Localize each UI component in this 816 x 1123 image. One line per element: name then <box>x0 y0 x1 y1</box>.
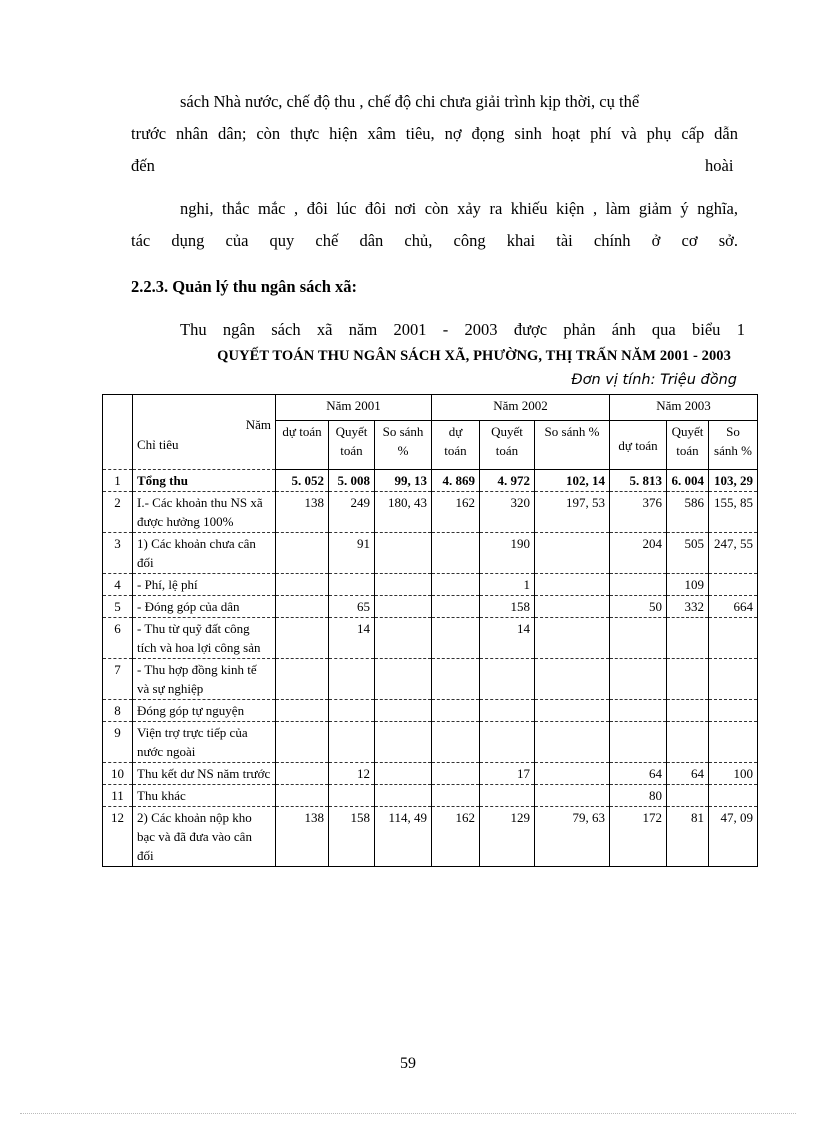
table-row <box>103 763 758 785</box>
row-stt: 7 <box>103 659 133 700</box>
cell-a1 <box>276 785 329 807</box>
table-header-row-1 <box>103 395 758 421</box>
table-row <box>103 659 758 700</box>
cell-c3: 100 <box>709 763 758 785</box>
cell-a2: 4. 869 <box>432 470 480 492</box>
cell-c2: 197, 53 <box>535 492 610 533</box>
row-label: Đóng góp tự nguyện <box>133 700 276 722</box>
row-stt: 6 <box>103 618 133 659</box>
cell-c3: 155, 85 <box>709 492 758 533</box>
cell-a3 <box>610 659 667 700</box>
paragraph-line-3b: hoài <box>705 156 734 175</box>
row-stt: 3 <box>103 533 133 574</box>
cell-c3: 47, 09 <box>709 807 758 867</box>
table-title: QUYẾT TOÁN THU NGÂN SÁCH XÃ, PHƯỜNG, THỊ TRẤN NĂM 2001 - 2003 <box>217 348 731 364</box>
cell-c3 <box>709 618 758 659</box>
page-bottom-rule <box>20 1113 796 1114</box>
page-number: 59 <box>400 1055 416 1072</box>
cell-a3: 5. 813 <box>610 470 667 492</box>
table-row <box>103 574 758 596</box>
cell-c3: 247, 55 <box>709 533 758 574</box>
cell-b2 <box>480 659 535 700</box>
header-du-toan-2003: dự toán <box>610 421 667 470</box>
cell-b1: 249 <box>329 492 375 533</box>
row-stt: 8 <box>103 700 133 722</box>
row-stt: 12 <box>103 807 133 867</box>
header-nam-label: Năm <box>245 417 271 432</box>
cell-b3: 6. 004 <box>667 470 709 492</box>
cell-b2: 320 <box>480 492 535 533</box>
cell-a3: 204 <box>610 533 667 574</box>
row-stt: 11 <box>103 785 133 807</box>
table-row <box>103 722 758 763</box>
cell-a1 <box>276 618 329 659</box>
header-chi-tieu-label: Chỉ tiêu <box>137 437 179 452</box>
cell-c2 <box>535 722 610 763</box>
cell-b1: 14 <box>329 618 375 659</box>
row-label: - Thu hợp đồng kinh tế và sự nghiệp <box>133 659 276 700</box>
cell-a3: 172 <box>610 807 667 867</box>
cell-a3: 64 <box>610 763 667 785</box>
table-row <box>103 596 758 618</box>
row-label: - Đóng góp của dân <box>133 596 276 618</box>
cell-a2: 162 <box>432 492 480 533</box>
row-stt: 5 <box>103 596 133 618</box>
cell-b2: 14 <box>480 618 535 659</box>
cell-a1 <box>276 722 329 763</box>
row-stt: 4 <box>103 574 133 596</box>
table-row <box>103 618 758 659</box>
cell-c1 <box>375 659 432 700</box>
cell-a3: 50 <box>610 596 667 618</box>
table-row <box>103 807 758 867</box>
row-stt: 1 <box>103 470 133 492</box>
row-label: Thu kết dư NS năm trước <box>133 763 276 785</box>
row-label: Tổng thu <box>133 470 276 492</box>
header-stt <box>103 395 133 470</box>
cell-b3 <box>667 722 709 763</box>
cell-b2: 158 <box>480 596 535 618</box>
cell-c3: 664 <box>709 596 758 618</box>
header-quyet-toan-2001: Quyết toán <box>329 421 375 470</box>
cell-a3 <box>610 574 667 596</box>
cell-c2 <box>535 618 610 659</box>
row-label: Viện trợ trực tiếp của nước ngoài <box>133 722 276 763</box>
cell-c2 <box>535 596 610 618</box>
cell-a2 <box>432 722 480 763</box>
row-label: 1) Các khoản chưa cân đối <box>133 533 276 574</box>
header-quyet-toan-2003: Quyết toán <box>667 421 709 470</box>
header-so-sanh-2003: So sánh % <box>709 421 758 470</box>
cell-a1 <box>276 596 329 618</box>
row-stt: 2 <box>103 492 133 533</box>
cell-a3 <box>610 700 667 722</box>
table-row <box>103 470 758 492</box>
cell-b1 <box>329 722 375 763</box>
header-quyet-toan-2002: Quyết toán <box>480 421 535 470</box>
cell-a2 <box>432 574 480 596</box>
cell-b1 <box>329 785 375 807</box>
cell-c2 <box>535 785 610 807</box>
table-row <box>103 492 758 533</box>
header-year-2001: Năm 2001 <box>276 395 432 421</box>
cell-b1 <box>329 574 375 596</box>
cell-b3: 81 <box>667 807 709 867</box>
cell-c1: 180, 43 <box>375 492 432 533</box>
cell-a1: 5. 052 <box>276 470 329 492</box>
table-row <box>103 533 758 574</box>
cell-c3: 103, 29 <box>709 470 758 492</box>
cell-c1 <box>375 533 432 574</box>
table-row <box>103 700 758 722</box>
cell-a1 <box>276 533 329 574</box>
cell-a2 <box>432 533 480 574</box>
cell-b1: 91 <box>329 533 375 574</box>
header-du-toan-2002: dự toán <box>432 421 480 470</box>
cell-c1 <box>375 618 432 659</box>
cell-b2 <box>480 722 535 763</box>
cell-c1 <box>375 785 432 807</box>
cell-c2 <box>535 763 610 785</box>
cell-c2 <box>535 533 610 574</box>
row-label: I.- Các khoản thu NS xã được hưởng 100% <box>133 492 276 533</box>
cell-a2 <box>432 618 480 659</box>
paragraph-line-5: tác dụng của quy chế dân chủ, công khai tài chính ở cơ sở. <box>131 231 738 250</box>
cell-b3 <box>667 785 709 807</box>
cell-b3 <box>667 618 709 659</box>
cell-c2 <box>535 574 610 596</box>
cell-b3: 505 <box>667 533 709 574</box>
cell-c1: 114, 49 <box>375 807 432 867</box>
cell-b3 <box>667 659 709 700</box>
cell-a3 <box>610 722 667 763</box>
cell-b3: 109 <box>667 574 709 596</box>
row-label: - Thu từ quỹ đất công tích và hoa lợi công sản <box>133 618 276 659</box>
cell-b3: 64 <box>667 763 709 785</box>
cell-a1 <box>276 659 329 700</box>
table-row <box>103 785 758 807</box>
row-label: - Phí, lệ phí <box>133 574 276 596</box>
row-stt: 9 <box>103 722 133 763</box>
cell-b1 <box>329 659 375 700</box>
cell-a2 <box>432 659 480 700</box>
cell-c3 <box>709 700 758 722</box>
cell-b1 <box>329 700 375 722</box>
cell-b1: 158 <box>329 807 375 867</box>
cell-b2: 129 <box>480 807 535 867</box>
row-label: Thu khác <box>133 785 276 807</box>
cell-c3 <box>709 722 758 763</box>
cell-a2 <box>432 763 480 785</box>
cell-b2: 1 <box>480 574 535 596</box>
paragraph-line-4: nghi, thắc mắc , đôi lúc đôi nơi còn xảy ra khiếu kiện , làm giảm ý nghĩa, <box>180 199 738 218</box>
cell-a3 <box>610 618 667 659</box>
paragraph-line-1: sách Nhà nước, chế độ thu , chế độ chi chưa giải trình kịp thời, cụ thể <box>180 92 640 111</box>
cell-c1: 99, 13 <box>375 470 432 492</box>
cell-b2 <box>480 700 535 722</box>
cell-c1 <box>375 574 432 596</box>
header-year-2002: Năm 2002 <box>432 395 610 421</box>
cell-a3: 80 <box>610 785 667 807</box>
cell-b2: 17 <box>480 763 535 785</box>
unit-label: Đơn vị tính: Triệu đồng <box>571 372 737 388</box>
cell-a1: 138 <box>276 807 329 867</box>
paragraph-line-2: trước nhân dân; còn thực hiện xâm tiêu, nợ đọng sinh hoạt phí và phụ cấp dẫn <box>131 124 738 143</box>
cell-a2: 162 <box>432 807 480 867</box>
cell-b2 <box>480 785 535 807</box>
cell-b2: 4. 972 <box>480 470 535 492</box>
cell-b1: 12 <box>329 763 375 785</box>
cell-c2: 102, 14 <box>535 470 610 492</box>
header-chi-tieu <box>133 395 276 470</box>
cell-c1 <box>375 596 432 618</box>
paragraph-line-3a: đến <box>131 156 155 175</box>
cell-b3: 586 <box>667 492 709 533</box>
cell-b3: 332 <box>667 596 709 618</box>
cell-a3: 376 <box>610 492 667 533</box>
cell-a1 <box>276 700 329 722</box>
cell-c3 <box>709 574 758 596</box>
cell-c1 <box>375 722 432 763</box>
cell-a1: 138 <box>276 492 329 533</box>
row-label: 2) Các khoản nộp kho bạc và đã đưa vào cân đối <box>133 807 276 867</box>
cell-b3 <box>667 700 709 722</box>
section-heading: 2.2.3. Quản lý thu ngân sách xã: <box>131 277 358 296</box>
cell-c2: 79, 63 <box>535 807 610 867</box>
cell-c3 <box>709 785 758 807</box>
header-so-sanh-2001: So sánh % <box>375 421 432 470</box>
cell-a2 <box>432 785 480 807</box>
header-year-2003: Năm 2003 <box>610 395 758 421</box>
header-du-toan-2001: dự toán <box>276 421 329 470</box>
cell-c2 <box>535 700 610 722</box>
cell-a1 <box>276 574 329 596</box>
cell-a2 <box>432 596 480 618</box>
header-so-sanh-2002: So sánh % <box>535 421 610 470</box>
revenue-table <box>102 394 758 867</box>
row-stt: 10 <box>103 763 133 785</box>
cell-b2: 190 <box>480 533 535 574</box>
cell-a1 <box>276 763 329 785</box>
cell-b1: 5. 008 <box>329 470 375 492</box>
cell-a2 <box>432 700 480 722</box>
cell-c3 <box>709 659 758 700</box>
cell-c2 <box>535 659 610 700</box>
cell-c1 <box>375 763 432 785</box>
cell-c1 <box>375 700 432 722</box>
cell-b1: 65 <box>329 596 375 618</box>
table-caption: Thu ngân sách xã năm 2001 - 2003 được phản ánh qua biểu 1 <box>180 320 745 339</box>
